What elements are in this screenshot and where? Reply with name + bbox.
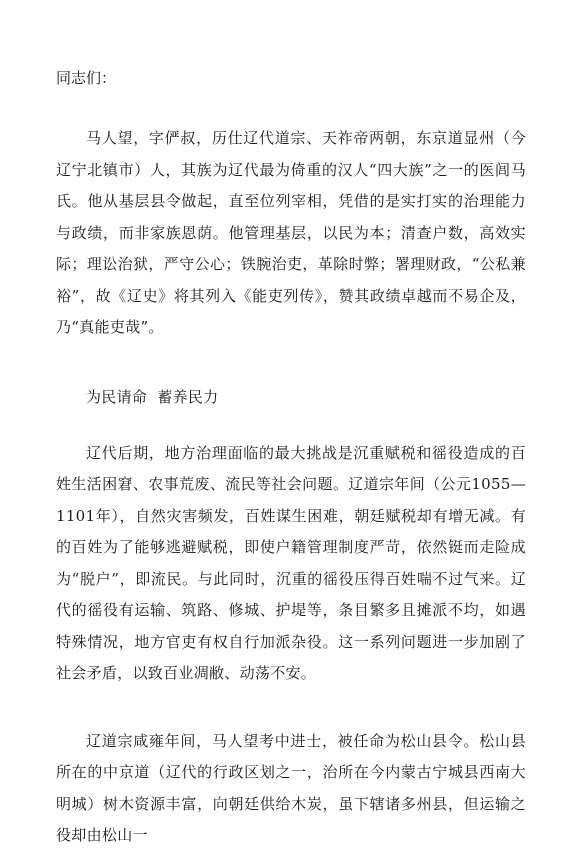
- paragraph-songshan: 辽道宗咸雍年间，马人望考中进士，被任命为松山县令。松山县所在的中京道（辽代的行政区划之一，治所在今内蒙古宁城县西南大明城）树木资源丰富，向朝廷供给木炭，虽下辖诸多州县，但运输之役却由松山一: [56, 731, 526, 844]
- paragraph-intro: 马人望，字俨叔，历仕辽代道宗、天祚帝两朝，东京道显州（今辽宁北镇市）人，其族为辽代最为倚重的汉人“四大族”之一的医闾马氏。他从基层县令做起，直至位列宰相，凭借的是实打实的治理能力与政绩，而非家族恩荫。他管理基层，以民为本；清查户数，高效实际；理讼治狱，严守公心；铁腕治吏，革除时弊；署理财政，“公私兼裕”，故《辽史》将其列入《能吏列传》，赞其政绩卓越而不易企及，乃“真能吏哉”。: [56, 129, 526, 336]
- greeting: 同志们：: [56, 69, 117, 87]
- section-heading: 为民请命 蓄养民力: [86, 387, 219, 406]
- paragraph-background: 辽代后期，地方治理面临的最大挑战是沉重赋税和徭役造成的百姓生活困窘、农事荒废、流民等社会问题。辽道宗年间（公元1055—1101年），自然灾害频发，百姓谋生困难，朝廷赋税却有增无减。有的百姓为了能够逃避赋税，即使户籍管理制度严苛，依然铤而走险成为“脱户”，即流民。与此同时，沉重的徭役压得百姓喘不过气来。辽代的徭役有运输、筑路、修城、护堤等，条目繁多且摊派不均，如遇特殊情况，地方官吏有权自行加派杂役。这一系列问题进一步加剧了社会矛盾，以致百业凋敝、动荡不安。: [56, 443, 526, 682]
- document-page: [56, 62, 526, 852]
